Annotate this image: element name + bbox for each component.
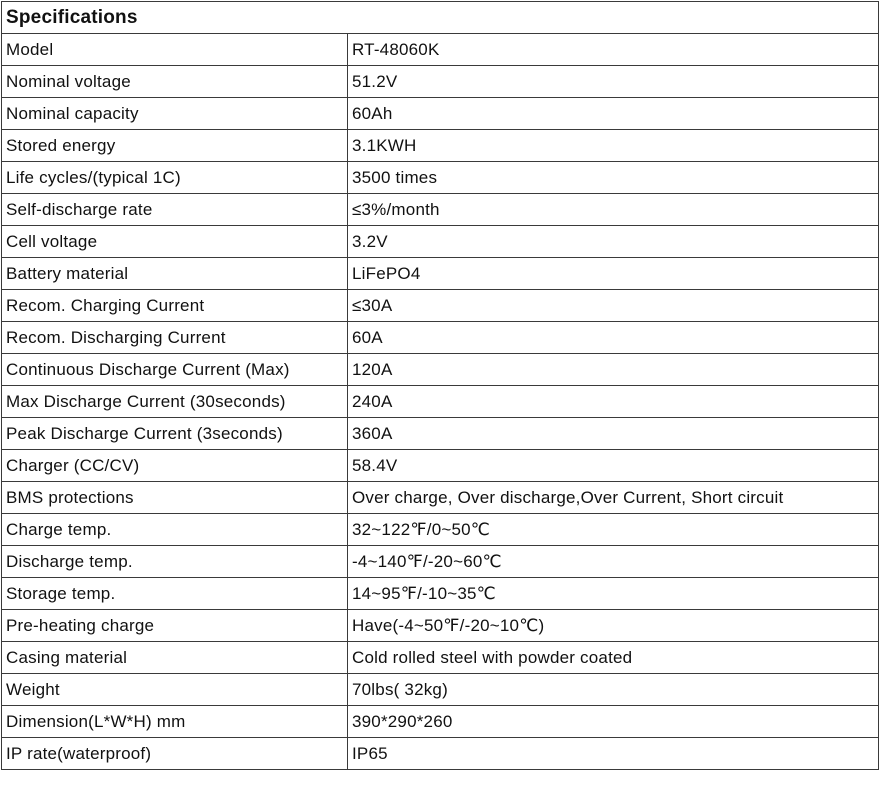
table-row (2, 258, 879, 290)
table-row (2, 194, 879, 226)
table-row (2, 514, 879, 546)
spec-label: Self-discharge rate (2, 194, 348, 226)
spec-value: 32~122℉/0~50℃ (348, 514, 879, 546)
table-row (2, 706, 879, 738)
spec-value: 58.4V (348, 450, 879, 482)
spec-label: Recom. Charging Current (2, 290, 348, 322)
spec-label: Discharge temp. (2, 546, 348, 578)
spec-label: Model (2, 34, 348, 66)
table-row (2, 546, 879, 578)
table-row (2, 354, 879, 386)
spec-value: 70lbs( 32kg) (348, 674, 879, 706)
spec-value: 51.2V (348, 66, 879, 98)
spec-value: 3500 times (348, 162, 879, 194)
spec-value: 60A (348, 322, 879, 354)
spec-label: IP rate(waterproof) (2, 738, 348, 770)
table-row (2, 738, 879, 770)
spec-label: Battery material (2, 258, 348, 290)
spec-label: Recom. Discharging Current (2, 322, 348, 354)
spec-value: IP65 (348, 738, 879, 770)
table-row (2, 386, 879, 418)
table-row (2, 482, 879, 514)
spec-label: BMS protections (2, 482, 348, 514)
table-row (2, 290, 879, 322)
spec-label: Charger (CC/CV) (2, 450, 348, 482)
table-body (2, 34, 879, 770)
spec-label: Nominal capacity (2, 98, 348, 130)
spec-label: Max Discharge Current (30seconds) (2, 386, 348, 418)
spec-value: LiFePO4 (348, 258, 879, 290)
table-row (2, 130, 879, 162)
spec-value: 3.2V (348, 226, 879, 258)
spec-value: 390*290*260 (348, 706, 879, 738)
spec-label: Continuous Discharge Current (Max) (2, 354, 348, 386)
spec-label: Casing material (2, 642, 348, 674)
table-row (2, 418, 879, 450)
table-row (2, 642, 879, 674)
spec-label: Charge temp. (2, 514, 348, 546)
spec-value: 3.1KWH (348, 130, 879, 162)
table-row (2, 322, 879, 354)
table-row (2, 226, 879, 258)
spec-value: ≤3%/month (348, 194, 879, 226)
table-row (2, 578, 879, 610)
spec-value: 240A (348, 386, 879, 418)
spec-value: Over charge, Over discharge,Over Current, Short circuit (348, 482, 879, 514)
spec-label: Weight (2, 674, 348, 706)
spec-label: Stored energy (2, 130, 348, 162)
spec-label: Pre-heating charge (2, 610, 348, 642)
spec-value: 60Ah (348, 98, 879, 130)
table-row (2, 98, 879, 130)
table-row (2, 66, 879, 98)
table-heading: Specifications (2, 2, 879, 34)
table-header-row (2, 2, 879, 34)
spec-label: Cell voltage (2, 226, 348, 258)
spec-value: 14~95℉/-10~35℃ (348, 578, 879, 610)
spec-label: Dimension(L*W*H) mm (2, 706, 348, 738)
table-row (2, 162, 879, 194)
spec-value: -4~140℉/-20~60℃ (348, 546, 879, 578)
spec-value: ≤30A (348, 290, 879, 322)
spec-label: Nominal voltage (2, 66, 348, 98)
table-row (2, 610, 879, 642)
table-row (2, 34, 879, 66)
spec-value: 120A (348, 354, 879, 386)
specifications-table (1, 1, 879, 770)
table-row (2, 450, 879, 482)
spec-value: Cold rolled steel with powder coated (348, 642, 879, 674)
spec-label: Peak Discharge Current (3seconds) (2, 418, 348, 450)
spec-label: Storage temp. (2, 578, 348, 610)
spec-value: 360A (348, 418, 879, 450)
table-row (2, 674, 879, 706)
spec-label: Life cycles/(typical 1C) (2, 162, 348, 194)
spec-value: Have(-4~50℉/-20~10℃) (348, 610, 879, 642)
spec-value: RT-48060K (348, 34, 879, 66)
